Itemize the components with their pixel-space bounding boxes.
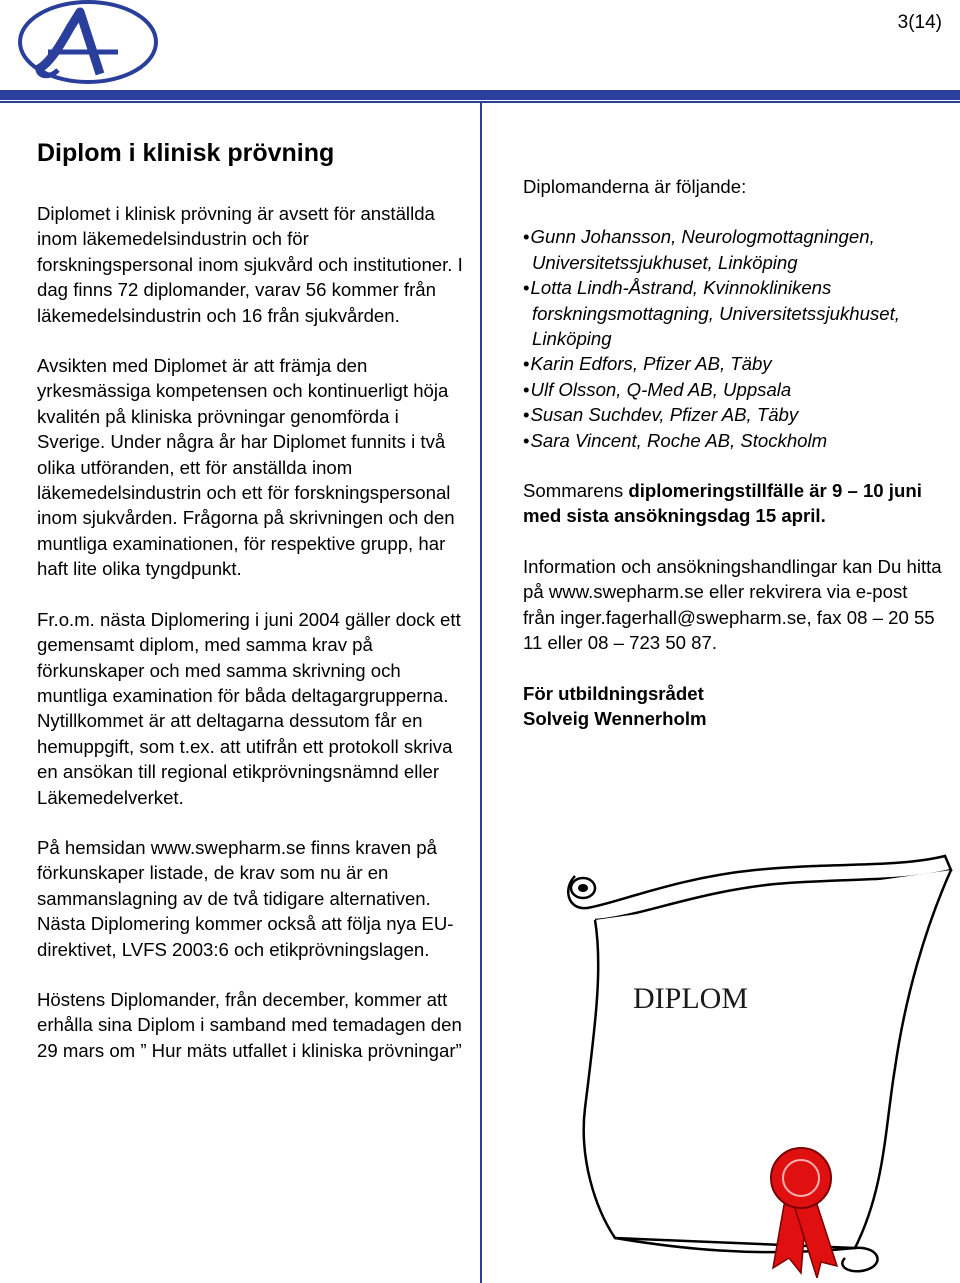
page-number: 3(14)	[897, 12, 942, 33]
info-paragraph: Information och ansökningshandlingar kan Du hitta på www.swepharm.se eller rekvirera via e-post från inger.fagerhall@swepharm.se, fax 08 – 20 55 11 eller 08 – 723 50 87.	[523, 555, 942, 654]
scroll-label: DIPLOM	[633, 982, 749, 1015]
paragraph-purpose: Avsikten med Diplomet är att främja den yrkesmässiga kompetensen och kontinuerligt höja kvalitén på kliniska prövningar genomförda i Sverige. Under några år har Diplomet funnits i två olika utföranden, ett för anställda inom läkemedelsindustrin och ett för forskningspersonal inom sjukvården. Frågorna på skrivningen och den muntliga examinationen, för respektive grupp, har haft lite olika tyngdpunkt.	[37, 355, 455, 580]
paragraph-changes: Fr.o.m. nästa Diplomering i juni 2004 gäller dock ett gemensamt diplom, med samma krav på förkunskaper och med samma skrivning och muntliga examination för båda deltagargrupperna. Nytillkommet är att deltagarna dessutom får en hemuppgift, som t.ex. att utifrån ett protokoll skriva en ansökan till regional etikprövningsnämnd eller Läkemedelverket.	[37, 608, 461, 808]
list-item: • Gunn Johansson, Neurologmottagningen, Universitetssjukhuset, Linköping	[523, 224, 943, 275]
signature-line-1: För utbildningsrådet	[523, 682, 704, 704]
right-column	[523, 174, 943, 731]
page-header	[0, 0, 960, 105]
list-item: • Susan Suchdev, Pfizer AB, Täby	[523, 402, 943, 427]
summer-prefix: Sommarens	[523, 480, 629, 502]
paragraph-intro: Diplomet i klinisk prövning är avsett för anställda inom läkemedelsindustrin och för forskningspersonal inom sjukvård och institutioner. I dag finns 72 diplomander, varav 56 kommer från läkemedelsindustrin och 16 från sjukvården.	[37, 203, 463, 326]
diploma-scroll-icon	[555, 848, 960, 1278]
summer-dates: diplomeringstillfälle är 9 – 10 juni med sista ansökningsdag 15 april.	[523, 480, 922, 527]
diplomand-list	[523, 224, 943, 453]
paragraph-website: På hemsidan www.swepharm.se finns kraven på förkunskaper listade, de krav som nu är en sammanslagning av de två tidigare alternativen. Nästa Diplomering kommer också att följa nya EU-direktivet, LVFS 2003:6 och etikprövningslagen.	[37, 836, 454, 960]
list-item: • Ulf Olsson, Q-Med AB, Uppsala	[523, 377, 943, 402]
signature-line-2: Solveig Wennerholm	[523, 707, 707, 729]
article-title: Diplom i klinisk prövning	[37, 139, 335, 167]
list-item: • Karin Edfors, Pfizer AB, Täby	[523, 351, 943, 376]
list-item: • Sara Vincent, Roche AB, Stockholm	[523, 428, 943, 453]
column-divider	[480, 103, 482, 1283]
left-column	[37, 136, 467, 1063]
diplomands-intro: Diplomanderna är följande:	[523, 176, 747, 197]
header-rule	[0, 90, 960, 100]
swepharm-logo-icon	[8, 0, 158, 90]
summer-session	[523, 478, 943, 529]
list-item: • Lotta Lindh-Åstrand, Kvinnoklinikens forskningsmottagning, Universitetssjukhuset, Linköping	[523, 275, 943, 351]
paragraph-autumn: Höstens Diplomander, från december, kommer att erhålla sina Diplom i samband med temadagen den 29 mars om ” Hur mäts utfallet i kliniska prövningar”	[37, 988, 462, 1061]
